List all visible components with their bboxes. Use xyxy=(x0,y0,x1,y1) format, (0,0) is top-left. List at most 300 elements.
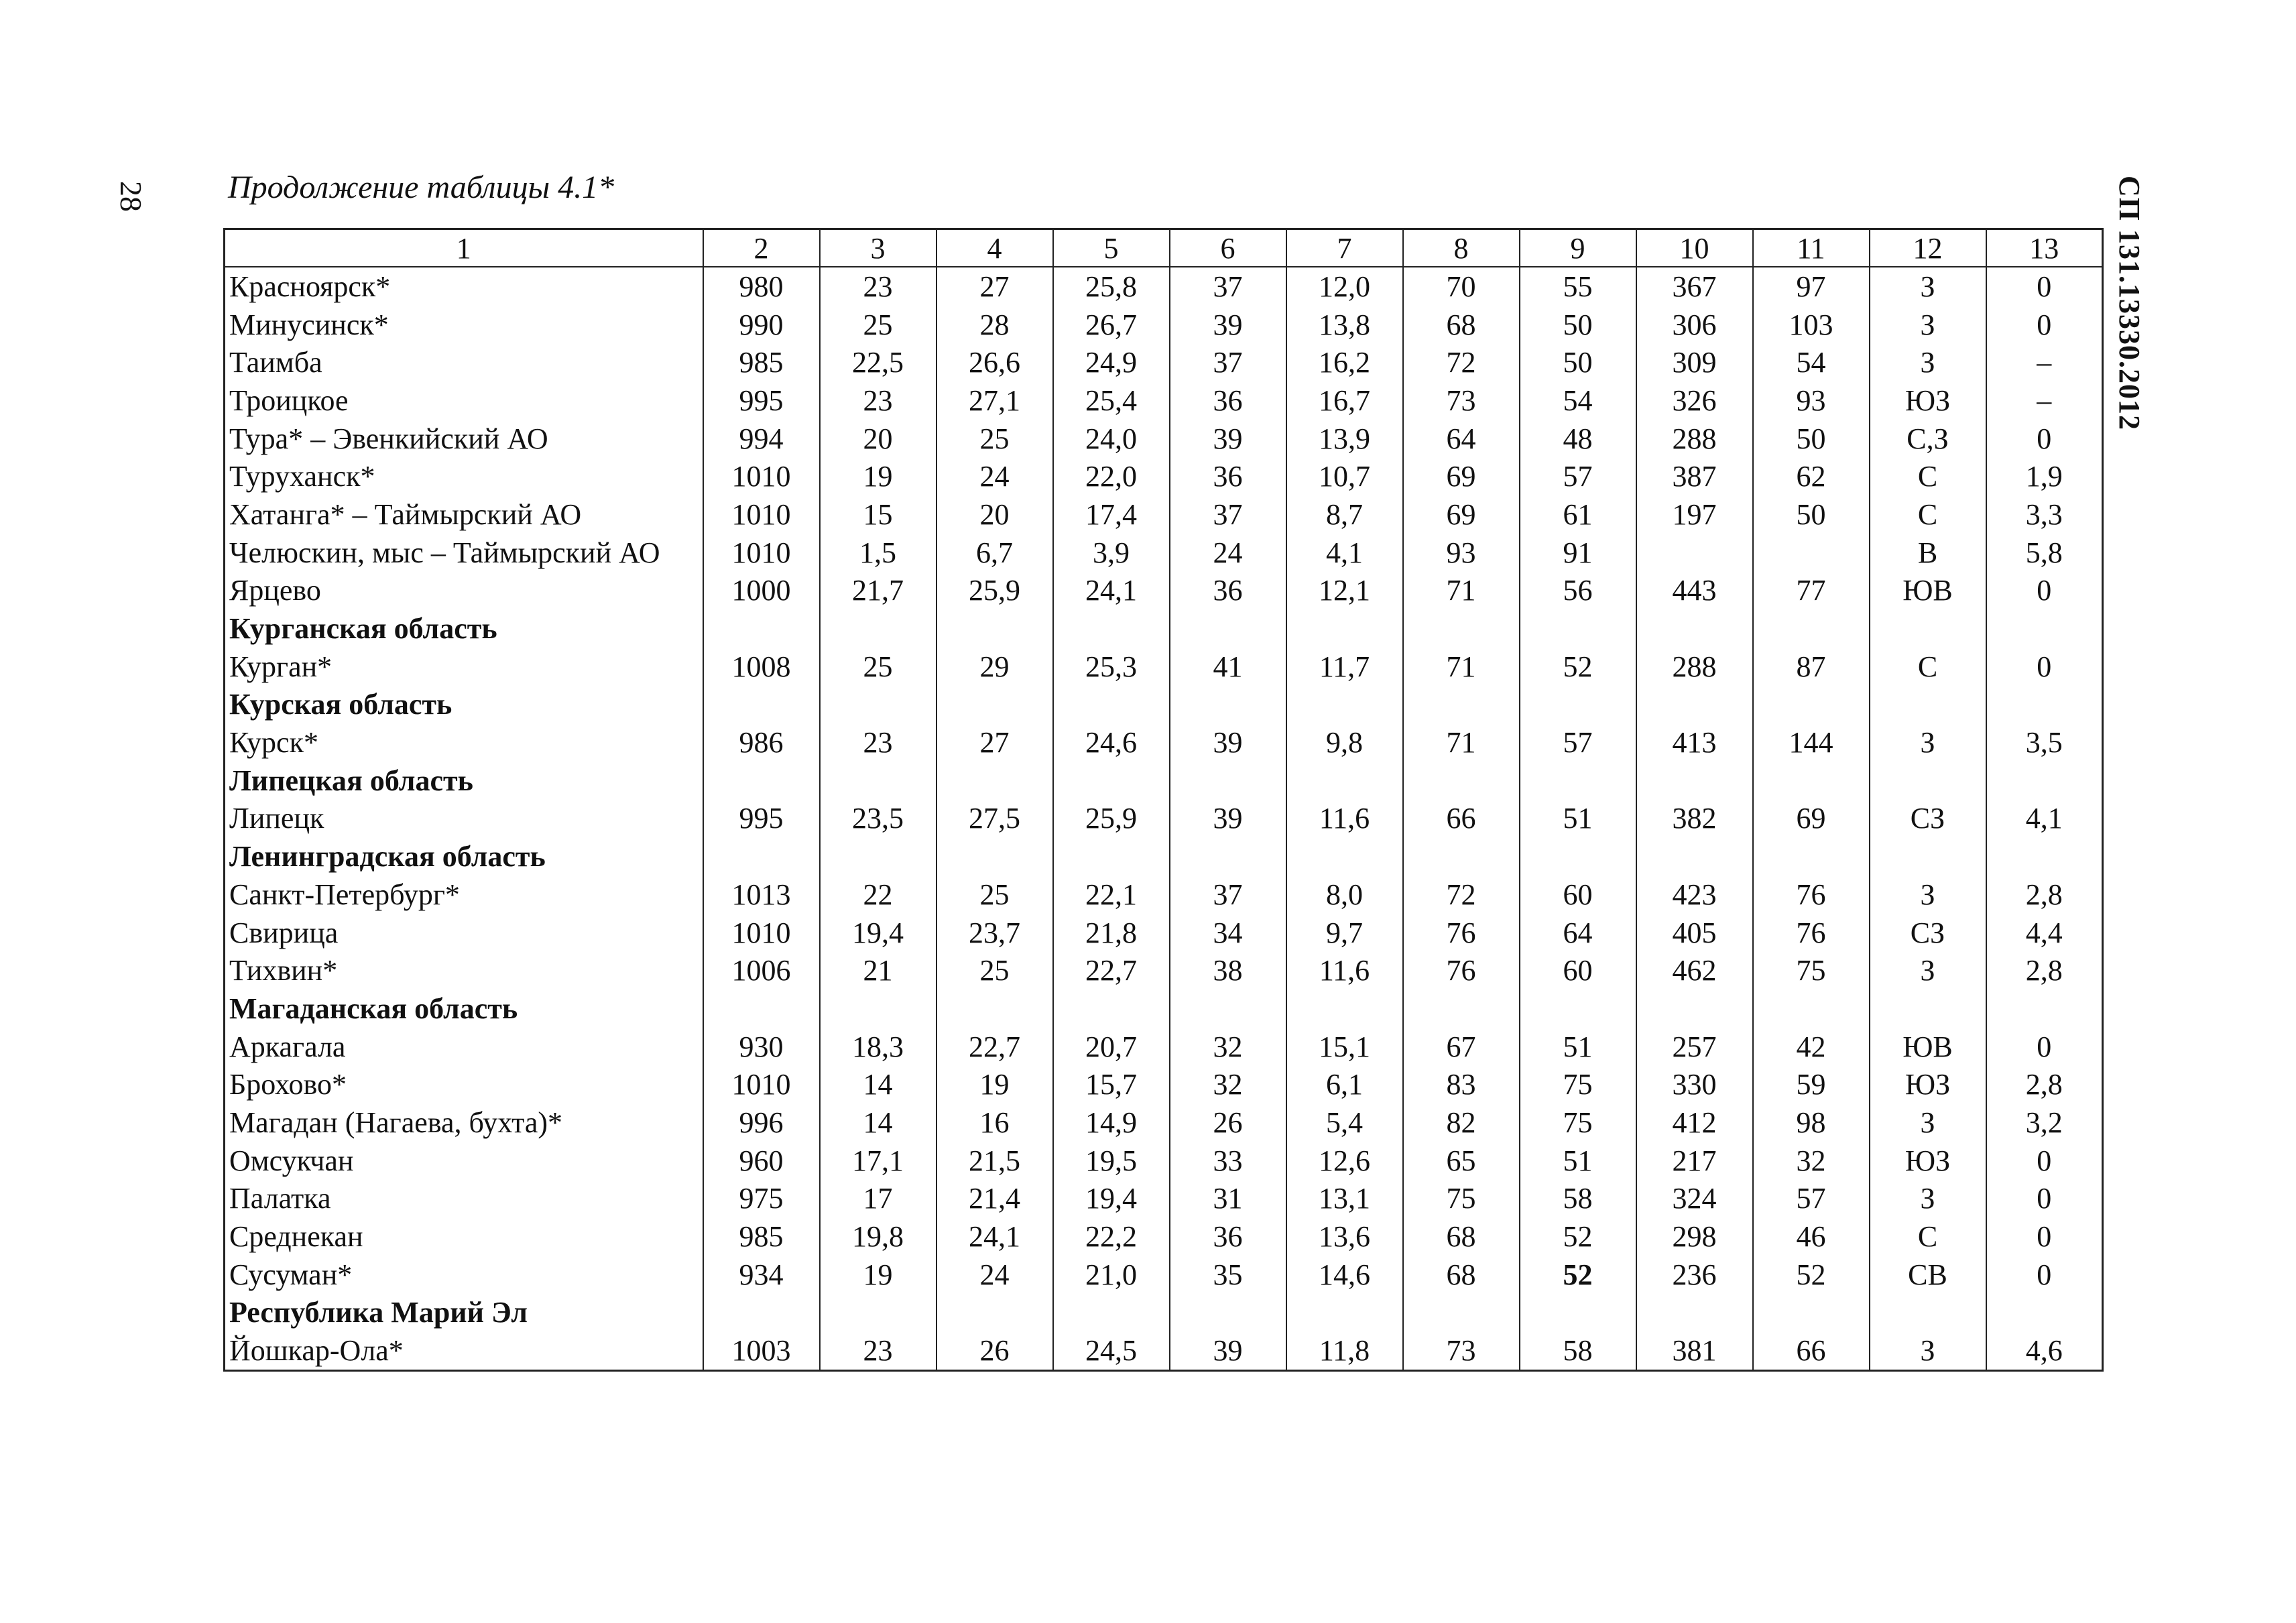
table-cell: 103 xyxy=(1753,306,1870,344)
table-cell: 64 xyxy=(1520,914,1636,952)
table-cell xyxy=(1870,1294,1986,1332)
table-cell: 5,8 xyxy=(1986,534,2103,572)
table-row xyxy=(225,876,2103,914)
table-row xyxy=(225,306,2103,344)
table-cell: 19,5 xyxy=(1053,1142,1170,1180)
column-header: 8 xyxy=(1403,229,1520,267)
table-row xyxy=(225,420,2103,458)
table-cell: 21,7 xyxy=(820,572,936,610)
table-cell: 0 xyxy=(1986,420,2103,458)
table-cell: 76 xyxy=(1753,914,1870,952)
page-number: 28 xyxy=(114,181,148,212)
table-cell: 39 xyxy=(1170,800,1286,838)
table-cell: 1010 xyxy=(703,914,820,952)
table-cell: 66 xyxy=(1753,1331,1870,1370)
station-name: Курган* xyxy=(225,648,703,686)
table-cell: 23,7 xyxy=(936,914,1053,952)
table-cell: 1,9 xyxy=(1986,457,2103,495)
table-cell: 23 xyxy=(820,723,936,762)
table-cell xyxy=(1753,609,1870,648)
table-cell: 25 xyxy=(820,306,936,344)
table-cell xyxy=(1403,762,1520,800)
table-cell: 288 xyxy=(1636,648,1753,686)
station-name: Тихвин* xyxy=(225,951,703,989)
table-cell: 71 xyxy=(1403,723,1520,762)
table-row xyxy=(225,343,2103,381)
column-header: 12 xyxy=(1870,229,1986,267)
station-name: Среднекан xyxy=(225,1217,703,1256)
table-cell: 24,0 xyxy=(1053,420,1170,458)
table-cell: 22 xyxy=(820,876,936,914)
station-name: Йошкар-Ола* xyxy=(225,1331,703,1370)
table-cell: 22,7 xyxy=(1053,951,1170,989)
table-cell: 50 xyxy=(1753,420,1870,458)
table-cell: 19,4 xyxy=(1053,1180,1170,1218)
table-cell: 996 xyxy=(703,1103,820,1142)
table-cell xyxy=(1753,989,1870,1028)
table-cell: 71 xyxy=(1403,648,1520,686)
table-cell: ЮВ xyxy=(1870,1028,1986,1066)
table-cell: 65 xyxy=(1403,1142,1520,1180)
table-cell: 14 xyxy=(820,1065,936,1103)
table-cell: 288 xyxy=(1636,420,1753,458)
station-name: Санкт-Петербург* xyxy=(225,876,703,914)
table-cell: З xyxy=(1870,1180,1986,1218)
table-cell xyxy=(1286,609,1403,648)
table-cell: 57 xyxy=(1753,1180,1870,1218)
station-name: Тура* – Эвенкийский АО xyxy=(225,420,703,458)
table-row xyxy=(225,1180,2103,1218)
table-cell: 22,5 xyxy=(820,343,936,381)
table-cell xyxy=(1870,837,1986,876)
table-cell xyxy=(1170,837,1286,876)
region-row xyxy=(225,1294,2103,1332)
table-cell xyxy=(1986,989,2103,1028)
table-cell: 54 xyxy=(1520,381,1636,420)
table-cell: 1000 xyxy=(703,572,820,610)
table-cell: 98 xyxy=(1753,1103,1870,1142)
table-cell xyxy=(1753,762,1870,800)
table-cell: 37 xyxy=(1170,495,1286,534)
table-cell: 13,1 xyxy=(1286,1180,1403,1218)
table-cell: 62 xyxy=(1753,457,1870,495)
table-cell: З xyxy=(1870,876,1986,914)
table-cell: 144 xyxy=(1753,723,1870,762)
table-cell xyxy=(820,1294,936,1332)
table-cell: 37 xyxy=(1170,267,1286,306)
table-cell xyxy=(1403,989,1520,1028)
table-cell xyxy=(1053,1294,1170,1332)
table-cell: 11,8 xyxy=(1286,1331,1403,1370)
table-cell: 27 xyxy=(936,267,1053,306)
table-cell: 8,7 xyxy=(1286,495,1403,534)
table-cell: 3,3 xyxy=(1986,495,2103,534)
table-cell: 29 xyxy=(936,648,1053,686)
table-cell: 55 xyxy=(1520,267,1636,306)
table-row xyxy=(225,1331,2103,1370)
region-row xyxy=(225,762,2103,800)
table-cell: 16 xyxy=(936,1103,1053,1142)
table-cell: 413 xyxy=(1636,723,1753,762)
table-cell: 3,2 xyxy=(1986,1103,2103,1142)
table-cell: 23,5 xyxy=(820,800,936,838)
table-cell: 61 xyxy=(1520,495,1636,534)
table-cell: З xyxy=(1870,723,1986,762)
table-cell: 4,4 xyxy=(1986,914,2103,952)
table-cell xyxy=(1286,1294,1403,1332)
table-cell xyxy=(1286,762,1403,800)
station-name: Омсукчан xyxy=(225,1142,703,1180)
table-cell xyxy=(1986,837,2103,876)
table-cell: 8,0 xyxy=(1286,876,1403,914)
region-name: Курская область xyxy=(225,686,703,724)
table-cell xyxy=(703,837,820,876)
column-header: 6 xyxy=(1170,229,1286,267)
table-cell: 16,7 xyxy=(1286,381,1403,420)
table-cell: 11,6 xyxy=(1286,951,1403,989)
table-cell: 25,8 xyxy=(1053,267,1170,306)
table-cell: 0 xyxy=(1986,306,2103,344)
table-cell xyxy=(1986,1294,2103,1332)
table-row xyxy=(225,914,2103,952)
table-cell xyxy=(1870,762,1986,800)
table-cell xyxy=(1053,686,1170,724)
table-cell: 73 xyxy=(1403,381,1520,420)
table-cell xyxy=(1520,1294,1636,1332)
table-cell: СЗ xyxy=(1870,914,1986,952)
table-cell: 197 xyxy=(1636,495,1753,534)
table-cell: 23 xyxy=(820,381,936,420)
table-cell xyxy=(936,989,1053,1028)
table-cell xyxy=(820,609,936,648)
table-cell: 21,5 xyxy=(936,1142,1053,1180)
table-cell: 381 xyxy=(1636,1331,1753,1370)
table-cell: 59 xyxy=(1753,1065,1870,1103)
table-cell: 27 xyxy=(936,723,1053,762)
table-cell: 443 xyxy=(1636,572,1753,610)
table-cell: 48 xyxy=(1520,420,1636,458)
column-header: 11 xyxy=(1753,229,1870,267)
table-cell xyxy=(1986,762,2103,800)
table-cell xyxy=(1986,686,2103,724)
table-cell: 3,9 xyxy=(1053,534,1170,572)
table-cell: 20,7 xyxy=(1053,1028,1170,1066)
table-cell: С xyxy=(1870,648,1986,686)
table-row xyxy=(225,534,2103,572)
table-cell xyxy=(1636,1294,1753,1332)
table-cell xyxy=(1636,686,1753,724)
table-cell: 1010 xyxy=(703,457,820,495)
table-cell: 37 xyxy=(1170,876,1286,914)
station-name: Липецк xyxy=(225,800,703,838)
table-cell: 38 xyxy=(1170,951,1286,989)
table-cell: 257 xyxy=(1636,1028,1753,1066)
table-cell: 83 xyxy=(1403,1065,1520,1103)
table-cell: 19,8 xyxy=(820,1217,936,1256)
table-cell xyxy=(936,837,1053,876)
table-cell: З xyxy=(1870,343,1986,381)
table-cell: 12,0 xyxy=(1286,267,1403,306)
table-cell: 23 xyxy=(820,1331,936,1370)
table-cell: 70 xyxy=(1403,267,1520,306)
station-name: Свирица xyxy=(225,914,703,952)
table-cell: 12,1 xyxy=(1286,572,1403,610)
table-cell: 24,5 xyxy=(1053,1331,1170,1370)
table-cell: 69 xyxy=(1753,800,1870,838)
table-row xyxy=(225,1142,2103,1180)
table-cell: 20 xyxy=(820,420,936,458)
table-cell: 66 xyxy=(1403,800,1520,838)
table-cell: 27,5 xyxy=(936,800,1053,838)
table-cell: 975 xyxy=(703,1180,820,1218)
table-cell: 24 xyxy=(1170,534,1286,572)
table-cell: 21,0 xyxy=(1053,1256,1170,1294)
table-cell xyxy=(703,1294,820,1332)
table-cell xyxy=(1753,686,1870,724)
table-cell xyxy=(1753,534,1870,572)
table-body xyxy=(225,267,2103,1370)
region-row xyxy=(225,837,2103,876)
table-cell: 324 xyxy=(1636,1180,1753,1218)
station-name: Брохово* xyxy=(225,1065,703,1103)
table-cell: 24,1 xyxy=(1053,572,1170,610)
table-cell: 75 xyxy=(1520,1065,1636,1103)
table-cell: 19 xyxy=(820,1256,936,1294)
column-header: 5 xyxy=(1053,229,1170,267)
table-cell: – xyxy=(1986,381,2103,420)
table-cell: 32 xyxy=(1170,1028,1286,1066)
column-header: 4 xyxy=(936,229,1053,267)
table-caption: Продолжение таблицы 4.1* xyxy=(228,170,615,205)
table-cell xyxy=(1170,762,1286,800)
region-name: Курганская область xyxy=(225,609,703,648)
table-cell: 0 xyxy=(1986,1217,2103,1256)
table-cell xyxy=(1053,762,1170,800)
table-cell: 60 xyxy=(1520,951,1636,989)
table-cell: 25,9 xyxy=(1053,800,1170,838)
table-cell: 2,8 xyxy=(1986,876,2103,914)
table-cell: 36 xyxy=(1170,457,1286,495)
table-cell: 986 xyxy=(703,723,820,762)
table-row xyxy=(225,723,2103,762)
table-cell xyxy=(1753,837,1870,876)
table-cell: С xyxy=(1870,457,1986,495)
table-cell: 1010 xyxy=(703,1065,820,1103)
table-cell: 14,6 xyxy=(1286,1256,1403,1294)
table-cell xyxy=(1403,609,1520,648)
table-cell: 17,1 xyxy=(820,1142,936,1180)
table-cell: 26,7 xyxy=(1053,306,1170,344)
table-cell xyxy=(1520,609,1636,648)
table-cell: 11,6 xyxy=(1286,800,1403,838)
table-cell xyxy=(1403,837,1520,876)
table-row xyxy=(225,381,2103,420)
table-cell: 6,1 xyxy=(1286,1065,1403,1103)
table-cell: 32 xyxy=(1170,1065,1286,1103)
table-cell xyxy=(1403,1294,1520,1332)
table-cell: 5,4 xyxy=(1286,1103,1403,1142)
table-cell: 76 xyxy=(1403,951,1520,989)
table-cell: 11,7 xyxy=(1286,648,1403,686)
table-cell: 17 xyxy=(820,1180,936,1218)
table-cell: 4,1 xyxy=(1986,800,2103,838)
table-cell xyxy=(1286,989,1403,1028)
table-cell: 35 xyxy=(1170,1256,1286,1294)
column-header: 7 xyxy=(1286,229,1403,267)
table-cell: 14 xyxy=(820,1103,936,1142)
table-cell: 382 xyxy=(1636,800,1753,838)
table-cell: 217 xyxy=(1636,1142,1753,1180)
table-cell: 995 xyxy=(703,381,820,420)
table-cell: 326 xyxy=(1636,381,1753,420)
region-row xyxy=(225,989,2103,1028)
table-cell: 985 xyxy=(703,1217,820,1256)
table-cell: 36 xyxy=(1170,572,1286,610)
table-cell xyxy=(1170,989,1286,1028)
table-cell: 0 xyxy=(1986,1028,2103,1066)
table-cell: 306 xyxy=(1636,306,1753,344)
table-cell: 1,5 xyxy=(820,534,936,572)
table-cell: 93 xyxy=(1403,534,1520,572)
table-cell xyxy=(1870,989,1986,1028)
table-cell: 72 xyxy=(1403,343,1520,381)
table-cell: 24 xyxy=(936,457,1053,495)
table-cell: 13,9 xyxy=(1286,420,1403,458)
table-cell xyxy=(820,837,936,876)
table-cell: 15,7 xyxy=(1053,1065,1170,1103)
table-cell: 330 xyxy=(1636,1065,1753,1103)
table-cell: СВ xyxy=(1870,1256,1986,1294)
table-cell: 91 xyxy=(1520,534,1636,572)
table-cell: 76 xyxy=(1403,914,1520,952)
table-cell: 24 xyxy=(936,1256,1053,1294)
table-row xyxy=(225,1103,2103,1142)
table-cell: З xyxy=(1870,951,1986,989)
table-row xyxy=(225,1065,2103,1103)
table-cell: 2,8 xyxy=(1986,951,2103,989)
station-name: Ярцево xyxy=(225,572,703,610)
table-cell: 24,1 xyxy=(936,1217,1053,1256)
table-cell: ЮЗ xyxy=(1870,1065,1986,1103)
table-cell: 1013 xyxy=(703,876,820,914)
table-cell: 1010 xyxy=(703,534,820,572)
table-cell: 50 xyxy=(1520,343,1636,381)
table-cell: 21,4 xyxy=(936,1180,1053,1218)
table-cell: 1003 xyxy=(703,1331,820,1370)
table-cell xyxy=(1520,1256,1636,1294)
table-cell: 31 xyxy=(1170,1180,1286,1218)
table-cell: З xyxy=(1870,1331,1986,1370)
table-row xyxy=(225,1028,2103,1066)
table-row xyxy=(225,1217,2103,1256)
table-cell xyxy=(1870,686,1986,724)
climate-data-table xyxy=(223,228,2104,1372)
table-cell: 1008 xyxy=(703,648,820,686)
table-cell xyxy=(936,762,1053,800)
table-cell: 930 xyxy=(703,1028,820,1066)
table-cell: 236 xyxy=(1636,1256,1753,1294)
table-cell: 23 xyxy=(820,267,936,306)
table-cell: 17,4 xyxy=(1053,495,1170,534)
station-name: Сусуман* xyxy=(225,1256,703,1294)
column-header: 3 xyxy=(820,229,936,267)
table-cell: 21,8 xyxy=(1053,914,1170,952)
table-cell: З xyxy=(1870,1103,1986,1142)
table-cell: 25,3 xyxy=(1053,648,1170,686)
station-name: Палатка xyxy=(225,1180,703,1218)
region-name: Липецкая область xyxy=(225,762,703,800)
table-cell: 934 xyxy=(703,1256,820,1294)
table-cell xyxy=(820,989,936,1028)
table-cell: СЗ xyxy=(1870,800,1986,838)
table-cell: 994 xyxy=(703,420,820,458)
table-cell: 64 xyxy=(1403,420,1520,458)
table-cell: 33 xyxy=(1170,1142,1286,1180)
station-name: Магадан (Нагаева, бухта)* xyxy=(225,1103,703,1142)
table-cell: 87 xyxy=(1753,648,1870,686)
table-cell: 4,1 xyxy=(1286,534,1403,572)
table-cell: В xyxy=(1870,534,1986,572)
table-cell xyxy=(1636,837,1753,876)
table-cell: 50 xyxy=(1753,495,1870,534)
table-cell: 25 xyxy=(936,876,1053,914)
station-name: Красноярск* xyxy=(225,267,703,306)
region-name: Магаданская область xyxy=(225,989,703,1028)
table-row xyxy=(225,572,2103,610)
table-cell: 26 xyxy=(936,1331,1053,1370)
table-cell: 56 xyxy=(1520,572,1636,610)
column-header: 10 xyxy=(1636,229,1753,267)
table-cell: 57 xyxy=(1520,723,1636,762)
table-cell: С,З xyxy=(1870,420,1986,458)
station-name: Аркагала xyxy=(225,1028,703,1066)
table-cell xyxy=(1053,989,1170,1028)
table-cell xyxy=(1636,609,1753,648)
table-cell: 60 xyxy=(1520,876,1636,914)
table-cell: 0 xyxy=(1986,1256,2103,1294)
table-cell: 367 xyxy=(1636,267,1753,306)
table-cell: 15 xyxy=(820,495,936,534)
column-header: 13 xyxy=(1986,229,2103,267)
table-cell: 4,6 xyxy=(1986,1331,2103,1370)
table-row xyxy=(225,267,2103,306)
table-cell: С xyxy=(1870,1217,1986,1256)
table-cell xyxy=(1286,686,1403,724)
table-cell: 34 xyxy=(1170,914,1286,952)
table-cell: ЮВ xyxy=(1870,572,1986,610)
table-cell xyxy=(1053,609,1170,648)
table-cell: 52 xyxy=(1520,648,1636,686)
region-row xyxy=(225,609,2103,648)
table-cell: 75 xyxy=(1520,1103,1636,1142)
table-cell: 462 xyxy=(1636,951,1753,989)
table-cell: 1006 xyxy=(703,951,820,989)
table-cell: 28 xyxy=(936,306,1053,344)
station-name: Хатанга* – Таймырский АО xyxy=(225,495,703,534)
table-cell: 46 xyxy=(1753,1217,1870,1256)
table-cell: 68 xyxy=(1403,306,1520,344)
table-cell xyxy=(936,686,1053,724)
table-row xyxy=(225,457,2103,495)
table-cell: 0 xyxy=(1986,648,2103,686)
table-cell: 68 xyxy=(1403,1217,1520,1256)
table-row xyxy=(225,495,2103,534)
table-cell: 21 xyxy=(820,951,936,989)
table-cell: 990 xyxy=(703,306,820,344)
station-name: Туруханск* xyxy=(225,457,703,495)
table-cell: 67 xyxy=(1403,1028,1520,1066)
table-cell xyxy=(1636,989,1753,1028)
